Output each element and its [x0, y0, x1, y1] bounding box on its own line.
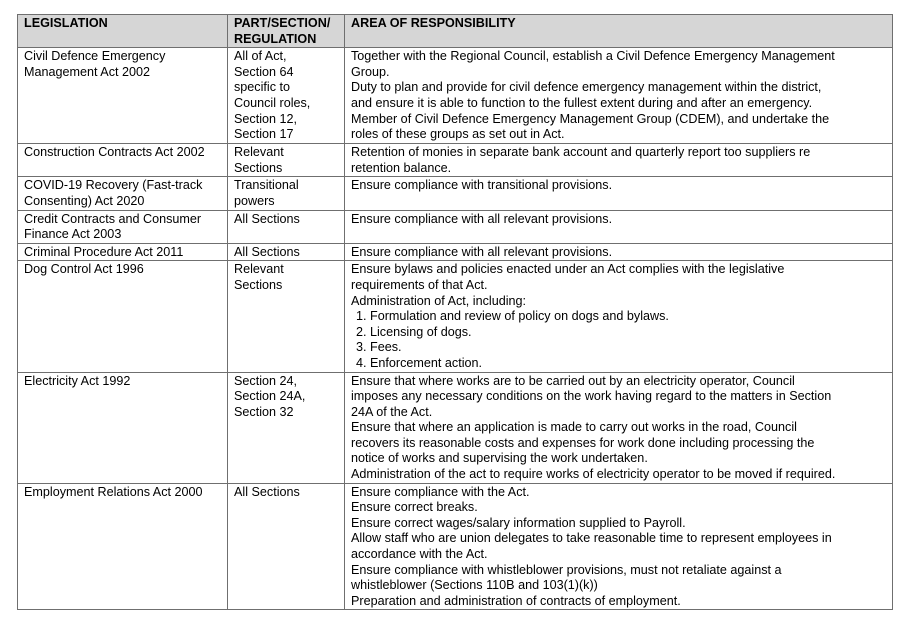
- legislation-cell: [18, 177, 228, 210]
- responsibility-cell-line: Ensure compliance with whistleblower provisions, must not retaliate against a: [351, 562, 782, 577]
- legislation-cell-line: Criminal Procedure Act 2011: [24, 244, 184, 259]
- responsibility-cell: [345, 144, 893, 177]
- section-cell-line: Transitional: [234, 178, 299, 193]
- responsibility-cell-line: Administration of Act, including:: [351, 293, 527, 308]
- responsibility-cell-line: Ensure correct wages/salary information supplied to Payroll.: [351, 515, 686, 530]
- list-item: 1. Formulation and review of policy on dogs and bylaws.: [370, 309, 888, 325]
- table-row: [18, 177, 893, 210]
- section-cell: [228, 210, 345, 243]
- section-cell-line: All Sections: [234, 211, 300, 226]
- list-item: 4. Enforcement action.: [370, 356, 888, 372]
- section-cell-line: Sections: [234, 160, 283, 175]
- section-cell-line: Section 64: [234, 64, 294, 79]
- table-row: [18, 48, 893, 144]
- responsibility-cell-line: Preparation and administration of contracts of employment.: [351, 593, 681, 608]
- section-cell: [228, 177, 345, 210]
- responsibility-cell-line: Ensure correct breaks.: [351, 500, 478, 515]
- table-row: [18, 144, 893, 177]
- legislation-cell-line: Consenting) Act 2020: [24, 193, 145, 208]
- section-cell-line: Section 24,: [234, 373, 298, 388]
- responsibility-cell: [345, 483, 893, 610]
- responsibility-cell-line: Together with the Regional Council, establish a Civil Defence Emergency Management: [351, 49, 835, 64]
- responsibility-cell-line: Ensure compliance with the Act.: [351, 484, 530, 499]
- responsibility-cell-line: Duty to plan and provide for civil defence emergency management within the district,: [351, 80, 822, 95]
- section-cell: [228, 483, 345, 610]
- table-row: [18, 243, 893, 261]
- responsibility-cell-line: whistleblower (Sections 110B and 103(1)(k)): [351, 578, 598, 593]
- responsibility-cell-line: requirements of that Act.: [351, 277, 488, 292]
- responsibility-cell-line: Ensure compliance with all relevant provisions.: [351, 211, 613, 226]
- section-cell: [228, 261, 345, 372]
- section-cell: [228, 144, 345, 177]
- document-page: [17, 14, 893, 610]
- list-item: 2. Licensing of dogs.: [370, 325, 888, 341]
- responsibility-cell: [345, 177, 893, 210]
- legislation-cell-line: COVID-19 Recovery (Fast-track: [24, 178, 203, 193]
- section-cell-line: Section 32: [234, 404, 294, 419]
- header-legislation: LEGISLATION: [18, 15, 228, 48]
- legislation-cell-line: Electricity Act 1992: [24, 373, 131, 388]
- responsibility-cell-line: Administration of the act to require works of electricity operator to be moved if required.: [351, 467, 836, 482]
- section-cell-line: Section 24A,: [234, 389, 306, 404]
- responsibility-cell: [345, 261, 893, 372]
- responsibility-cell-line: Ensure compliance with all relevant provisions.: [351, 244, 613, 259]
- responsibility-cell-line: Ensure compliance with transitional provisions.: [351, 178, 613, 193]
- responsibility-cell-line: Allow staff who are union delegates to take reasonable time to represent employees in: [351, 531, 832, 546]
- section-cell-line: All of Act,: [234, 49, 287, 64]
- header-section: PART/SECTION/ REGULATION: [228, 15, 345, 48]
- responsibility-cell-line: Group.: [351, 64, 390, 79]
- legislation-cell: [18, 372, 228, 483]
- legislation-cell: [18, 243, 228, 261]
- responsibility-cell-line: accordance with the Act.: [351, 547, 488, 562]
- responsibility-cell-line: recovers its reasonable costs and expenses for work done including processing the: [351, 435, 815, 450]
- responsibility-cell: [345, 210, 893, 243]
- responsibility-cell-line: imposes any necessary conditions on the work having regard to the matters in Section: [351, 389, 832, 404]
- responsibility-cell-line: Ensure that where an application is made to carry out works in the road, Council: [351, 420, 797, 435]
- section-cell-line: powers: [234, 193, 275, 208]
- responsibility-cell-line: Ensure bylaws and policies enacted under an Act complies with the legislative: [351, 262, 785, 277]
- header-responsibility: AREA OF RESPONSIBILITY: [345, 15, 893, 48]
- responsibility-cell-line: Retention of monies in separate bank account and quarterly report too suppliers re: [351, 145, 811, 160]
- section-cell-line: specific to: [234, 80, 290, 95]
- section-cell: [228, 243, 345, 261]
- responsibility-cell-line: 24A of the Act.: [351, 404, 433, 419]
- section-cell-line: Sections: [234, 277, 283, 292]
- responsibility-cell: [345, 372, 893, 483]
- legislation-cell-line: Finance Act 2003: [24, 227, 122, 242]
- responsibility-cell-line: roles of these groups as set out in Act.: [351, 127, 565, 142]
- legislation-cell: [18, 144, 228, 177]
- legislation-cell-line: Dog Control Act 1996: [24, 262, 144, 277]
- legislation-table: [17, 14, 893, 610]
- responsibility-cell: [345, 48, 893, 144]
- table-row: [18, 483, 893, 610]
- section-cell-line: Relevant: [234, 145, 284, 160]
- legislation-cell: [18, 48, 228, 144]
- responsibility-cell-line: retention balance.: [351, 160, 452, 175]
- section-cell-line: All Sections: [234, 484, 300, 499]
- table-row: [18, 261, 893, 372]
- legislation-cell: [18, 261, 228, 372]
- list-item: 3. Fees.: [370, 340, 888, 356]
- legislation-cell-line: Credit Contracts and Consumer: [24, 211, 202, 226]
- legislation-cell-line: Construction Contracts Act 2002: [24, 145, 205, 160]
- section-cell: [228, 48, 345, 144]
- legislation-cell-line: Management Act 2002: [24, 64, 151, 79]
- responsibility-cell-line: Member of Civil Defence Emergency Management Group (CDEM), and undertake the: [351, 111, 830, 126]
- legislation-cell-line: Civil Defence Emergency: [24, 49, 166, 64]
- responsibility-list: [351, 309, 888, 371]
- section-cell: [228, 372, 345, 483]
- legislation-cell: [18, 210, 228, 243]
- responsibility-cell-line: Ensure that where works are to be carried out by an electricity operator, Council: [351, 373, 795, 388]
- section-cell-line: All Sections: [234, 244, 300, 259]
- header-row: [18, 15, 893, 48]
- table-row: [18, 210, 893, 243]
- legislation-cell-line: Employment Relations Act 2000: [24, 484, 203, 499]
- responsibility-cell-line: and ensure it is able to function to the fullest extent during and after an emergency.: [351, 95, 813, 110]
- legislation-cell: [18, 483, 228, 610]
- table-body: [18, 48, 893, 610]
- responsibility-cell-line: notice of works and supervising the work undertaken.: [351, 451, 648, 466]
- section-cell-line: Relevant: [234, 262, 284, 277]
- table-row: [18, 372, 893, 483]
- section-cell-line: Council roles,: [234, 95, 311, 110]
- responsibility-cell: [345, 243, 893, 261]
- section-cell-line: Section 17: [234, 127, 294, 142]
- section-cell-line: Section 12,: [234, 111, 298, 126]
